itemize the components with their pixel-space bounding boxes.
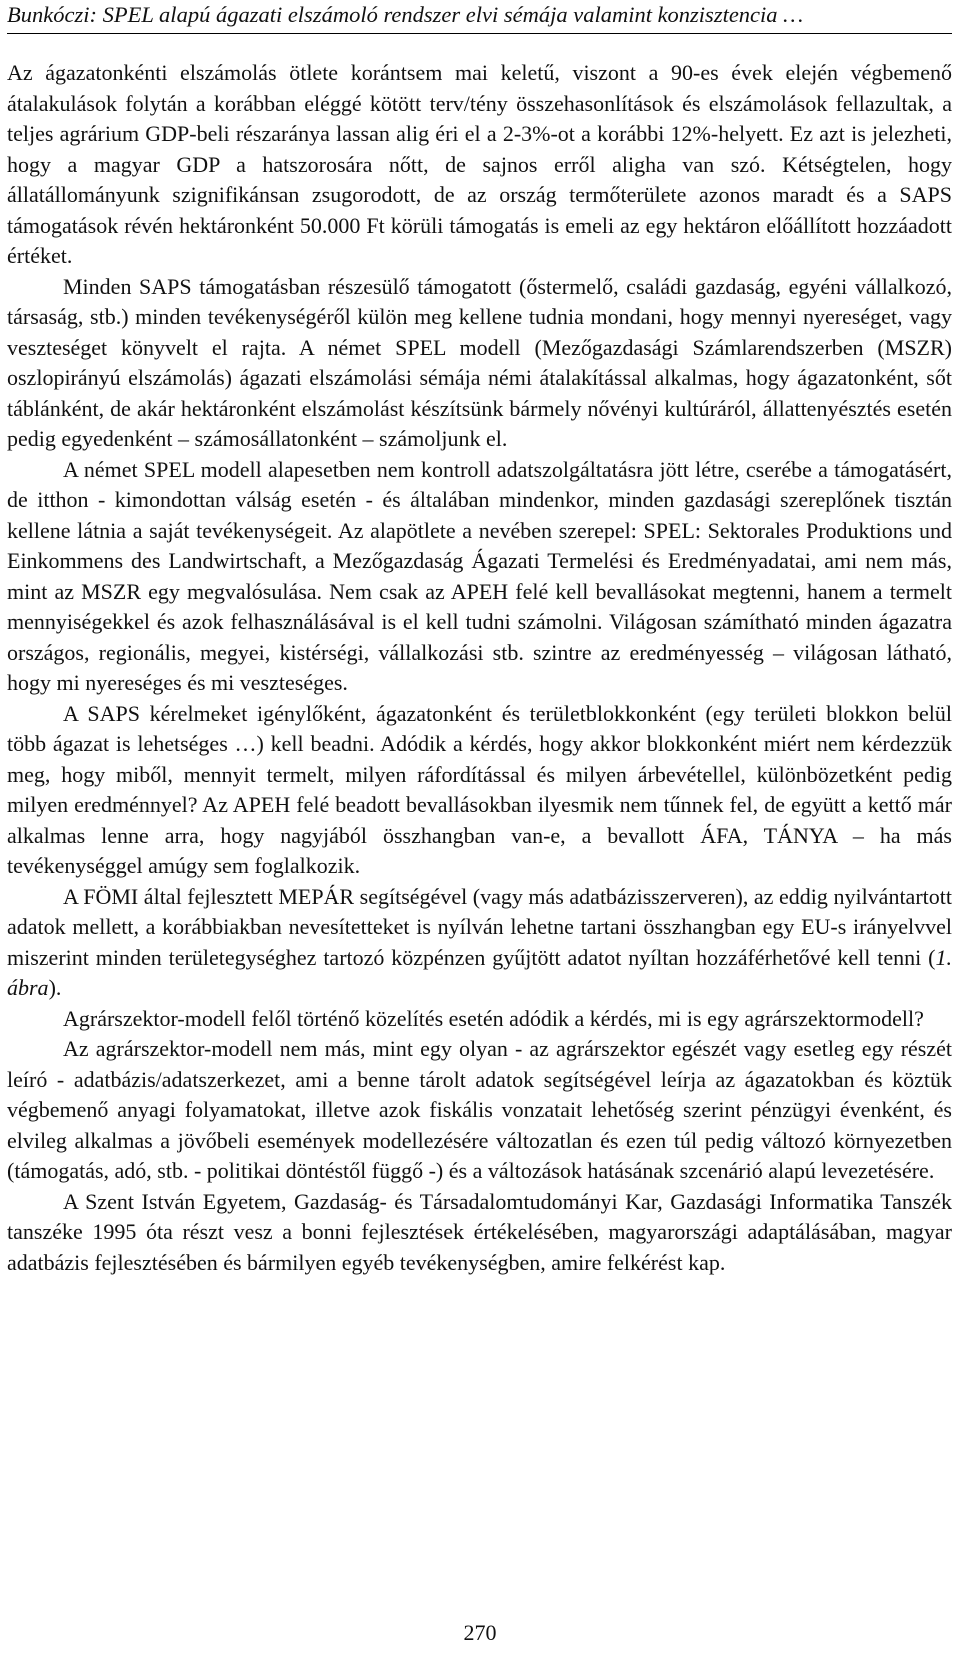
paragraph-5-tail: ). xyxy=(48,975,62,1000)
paragraph-3: A német SPEL modell alapesetben nem kontroll adatszolgáltatásra jött létre, cserébe a támogatásért, de itthon - kimondottan válság esetén - és általában mindenkor, minden gazdasági szereplőnek tisztán kellene látnia a saját tevékenységeit. Az alapötlete a nevében szerepel: SPEL: Sektorales Produktions und Einkommens des Landwirtschaft, a Mezőgazdaság Ágazati Termelési és Eredményadatai, ami nem más, mint az MSZR egy megvalósulása. Nem csak az APEH felé kell bevallásokat megtenni, hanem a termelt mennyiségekkel és azok felhasználásával is el kell tudni számolni. Világosan számítható minden ágazatra országos, regionális, megyei, kistérségi, vállalkozási stb. szintre az eredményesség – világosan látható, hogy mi nyereséges és mi veszteséges. xyxy=(7,456,952,695)
figure-reference: 1. ábra xyxy=(7,944,952,1000)
paragraph-7: Az agrárszektor-modell nem más, mint egy olyan - az agrárszektor egészét vagy esetleg egy részét leíró - adatbázis/adatszerkezet, ami a benne tárolt adatok segítségével leírja az ágazatokban és köztük végbemenő anyagi folyamatokat, illetve azok fiskális vonzatait lehetőség szerint pénzügyi évenként, és elvileg alkalmas a jövőbeli események modellezésére változatlan és ezen túl pedig változó környezetben (támogatás, adó, stb. - politikai döntéstől függő -) és a változások hatásának szcenárió alapú levezetésére. xyxy=(7,1036,952,1183)
paragraph-2: Minden SAPS támogatásban részesülő támogatott (őstermelő, családi gazdaság, egyéni vállalkozó, társaság, stb.) minden tevékenységéről külön meg kellene tudnia mondani, hogy mennyi nyereséget, vagy veszteséget könyvelt el rajta. A német SPEL modell (Mezőgazdasági Számlarendszerben (MSZR) oszlopirányú elszámolás) ágazati elszámolási sémája némi átalakítással alkalmas, hogy ágazatonként, sőt táblánként, de akár hektáronként elszámolást készítsünk bármely nővényi kultúráról, állattenyésztés esetén pedig egyedenként – számosállatonként – számoljunk el. xyxy=(7,273,952,451)
paragraph-5 xyxy=(7,882,952,1004)
paragraph-4: A SAPS kérelmeket igénylőként, ágazatonként és területblokkonként (egy területi blokkon belül több ágazat is lehetséges …) kell beadni. Adódik a kérdés, hogy akkor blokkonként miért nem kérdezzük meg, hogy miből, mennyit termelt, milyen ráfordítással és milyen árbevétellel, különbözetként pedig milyen eredménnyel? Az APEH felé beadott bevallásokban ilyesmik nem tűnnek fel, de együtt a kettő már alkalmas lenne arra, hogy nagyjából összhangban van-e, a bevallott ÁFA, TÁNYA – ha más tevékenységgel amúgy sem foglalkozik. xyxy=(7,700,952,878)
paragraph-1: Az ágazatonkénti elszámolás ötlete korántsem mai keletű, viszont a 90-es évek elején végbemenő átalakulások folytán a korábban eléggé kötött terv/tény összehasonlítások és elszámolások fellazultak, a teljes agrárium GDP-beli részaránya lassan alig éri el a 2-3%-ot a korábbi 12%-helyett. Ez azt is jelezheti, hogy a magyar GDP a hatszorosára nőtt, de sajnos erről aligha van szó. Kétségtelen, hogy állatállományunk szignifikánsan zsugorodott, de az ország termőterülete azonos maradt és a SAPS támogatások révén hektáronként 50.000 Ft körüli támogatás is emeli az egy hektáron előállított hozzáadott értéket. xyxy=(7,60,952,268)
running-header: Bunkóczi: SPEL alapú ágazati elszámoló rendszer elvi sémája valamint konzisztencia … xyxy=(7,2,804,27)
paragraph-8: A Szent István Egyetem, Gazdaság- és Társadalomtudományi Kar, Gazdasági Informatika Tanszék tanszéke 1995 óta részt vesz a bonni fejlesztések értékelésében, magyarországi adaptálásában, magyar adatbázis fejlesztésében és bármilyen egyéb tevékenységben, amire felkérést kap. xyxy=(7,1188,952,1275)
page-number: 270 xyxy=(463,1620,497,1645)
paragraph-5-text: A FÖMI által fejlesztett MEPÁR segítségével (vagy más adatbázisszerveren), az eddig nyilvántartott adatok mellett, a korábbiakban nevesítetteket is nyílván lehetne tartani összhangban egy EU-s irányelvvel miszerint minden területegységhez tartozó közpénzen gyűjtött adatot nyíltan hozzáférhetővé kell tenni ( xyxy=(7,883,952,970)
header-divider xyxy=(7,33,952,34)
body-text xyxy=(7,58,952,1278)
paragraph-6: Agrárszektor-modell felől történő közelítés esetén adódik a kérdés, mi is egy agrárszektormodell? xyxy=(63,1005,924,1031)
